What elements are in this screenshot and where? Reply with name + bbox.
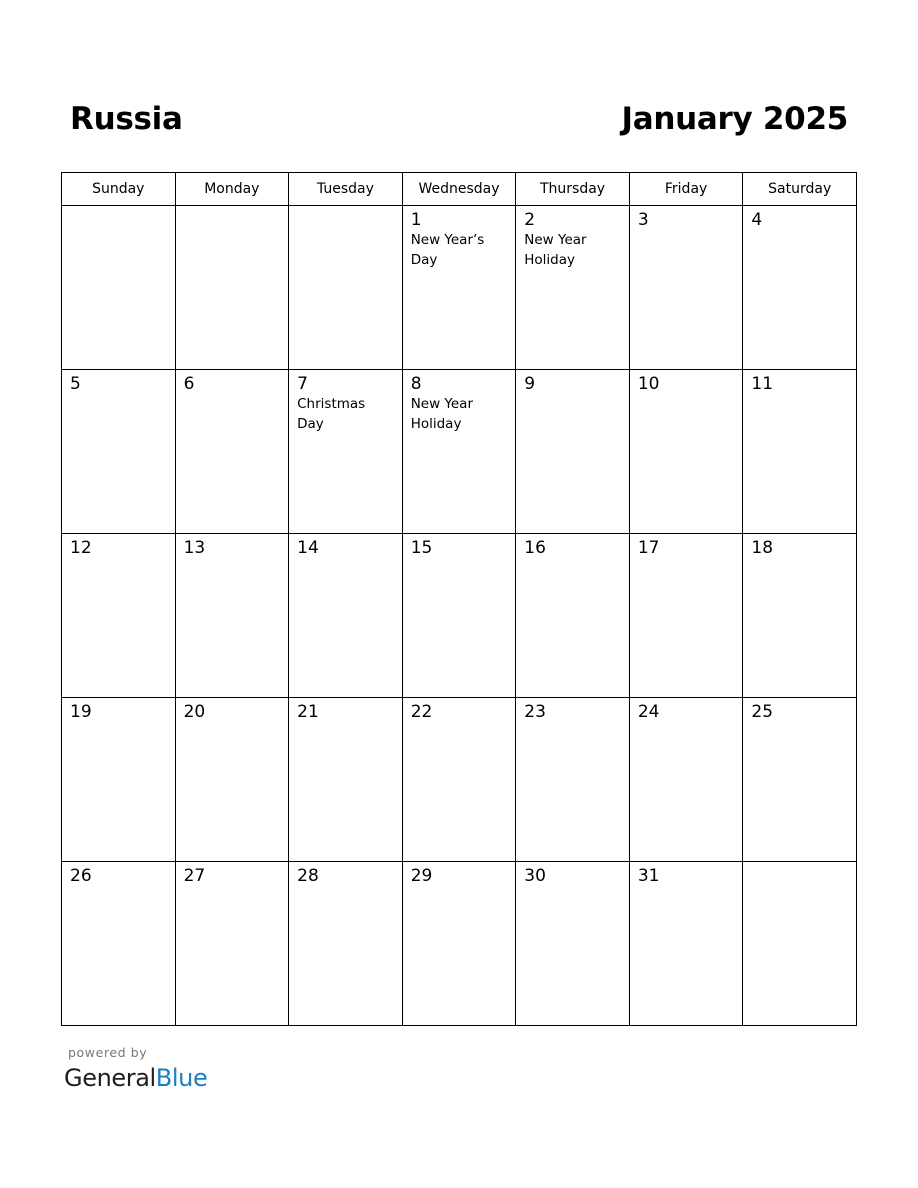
week-row bbox=[62, 698, 857, 862]
day-cell bbox=[743, 862, 857, 1026]
week-row bbox=[62, 862, 857, 1026]
month-year-title: January 2025 bbox=[621, 101, 848, 137]
day-cell bbox=[175, 698, 289, 862]
day-cell bbox=[516, 370, 630, 534]
powered-by-text: powered by bbox=[68, 1045, 148, 1060]
day-cell bbox=[289, 206, 403, 370]
day-cell bbox=[62, 698, 176, 862]
day-number: 22 bbox=[410, 702, 433, 722]
day-number: 14 bbox=[297, 538, 319, 558]
day-number: 6 bbox=[183, 374, 195, 394]
day-cell bbox=[743, 698, 857, 862]
weekday-tuesday: Tuesday bbox=[289, 173, 403, 206]
day-cell bbox=[289, 534, 403, 698]
day-number: 3 bbox=[637, 210, 649, 230]
weekday-monday: Monday bbox=[175, 173, 289, 206]
day-cell bbox=[62, 862, 176, 1026]
day-cell bbox=[402, 206, 516, 370]
weekday-sunday: Sunday bbox=[62, 173, 176, 206]
calendar-grid bbox=[61, 172, 857, 1026]
day-cell bbox=[62, 534, 176, 698]
generalblue-logo bbox=[64, 1064, 207, 1092]
holiday-label: New Year Holiday bbox=[524, 232, 587, 268]
weekday-saturday: Saturday bbox=[743, 173, 857, 206]
day-cell bbox=[516, 862, 630, 1026]
day-cell bbox=[289, 862, 403, 1026]
day-number: 16 bbox=[524, 538, 546, 558]
day-cell bbox=[62, 206, 176, 370]
day-number: 29 bbox=[410, 866, 433, 886]
day-cell bbox=[629, 534, 743, 698]
day-number: 25 bbox=[751, 702, 774, 722]
week-row bbox=[62, 534, 857, 698]
day-number: 4 bbox=[751, 210, 763, 230]
day-cell bbox=[629, 206, 743, 370]
day-number: 10 bbox=[637, 374, 660, 394]
day-cell bbox=[743, 370, 857, 534]
day-cell bbox=[743, 206, 857, 370]
day-cell bbox=[516, 534, 630, 698]
day-cell bbox=[289, 370, 403, 534]
day-cell bbox=[743, 534, 857, 698]
weekday-friday: Friday bbox=[629, 173, 743, 206]
day-cell bbox=[402, 698, 516, 862]
day-number: 11 bbox=[751, 374, 774, 394]
day-number: 27 bbox=[183, 866, 206, 886]
day-number: 1 bbox=[410, 210, 422, 230]
holiday-label: New Year Holiday bbox=[410, 396, 474, 432]
weekday-wednesday: Wednesday bbox=[402, 173, 516, 206]
week-row bbox=[62, 206, 857, 370]
day-number: 2 bbox=[524, 210, 536, 230]
day-cell bbox=[629, 370, 743, 534]
footer bbox=[64, 1046, 207, 1092]
day-number: 19 bbox=[70, 702, 92, 722]
day-number: 9 bbox=[524, 374, 536, 394]
day-number: 24 bbox=[637, 702, 660, 722]
day-cell bbox=[629, 862, 743, 1026]
day-cell bbox=[402, 862, 516, 1026]
day-number: 12 bbox=[70, 538, 92, 558]
day-number: 13 bbox=[183, 538, 206, 558]
day-cell bbox=[402, 534, 516, 698]
day-cell bbox=[175, 534, 289, 698]
day-number: 8 bbox=[410, 374, 422, 394]
day-number: 17 bbox=[637, 538, 660, 558]
day-cell bbox=[629, 698, 743, 862]
holiday-label: New Year’s Day bbox=[410, 232, 485, 268]
week-row bbox=[62, 370, 857, 534]
day-number: 5 bbox=[70, 374, 81, 394]
day-cell bbox=[175, 862, 289, 1026]
day-cell bbox=[516, 206, 630, 370]
day-number: 28 bbox=[297, 866, 319, 886]
brand-general: General bbox=[64, 1064, 156, 1092]
day-number: 30 bbox=[524, 866, 546, 886]
day-cell bbox=[62, 370, 176, 534]
weekday-thursday: Thursday bbox=[516, 173, 630, 206]
holiday-label: Christmas Day bbox=[297, 396, 366, 432]
day-number: 18 bbox=[751, 538, 774, 558]
day-number: 7 bbox=[297, 374, 308, 394]
day-cell bbox=[289, 698, 403, 862]
day-number: 15 bbox=[410, 538, 433, 558]
brand-blue: Blue bbox=[155, 1064, 208, 1092]
day-number: 26 bbox=[70, 866, 92, 886]
day-number: 23 bbox=[524, 702, 546, 722]
day-number: 21 bbox=[297, 702, 319, 722]
day-number: 20 bbox=[183, 702, 206, 722]
day-cell bbox=[516, 698, 630, 862]
day-cell bbox=[402, 370, 516, 534]
country-title: Russia bbox=[70, 101, 183, 137]
day-number: 31 bbox=[637, 866, 660, 886]
day-cell bbox=[175, 206, 289, 370]
weekday-header-row bbox=[62, 173, 857, 206]
day-cell bbox=[175, 370, 289, 534]
